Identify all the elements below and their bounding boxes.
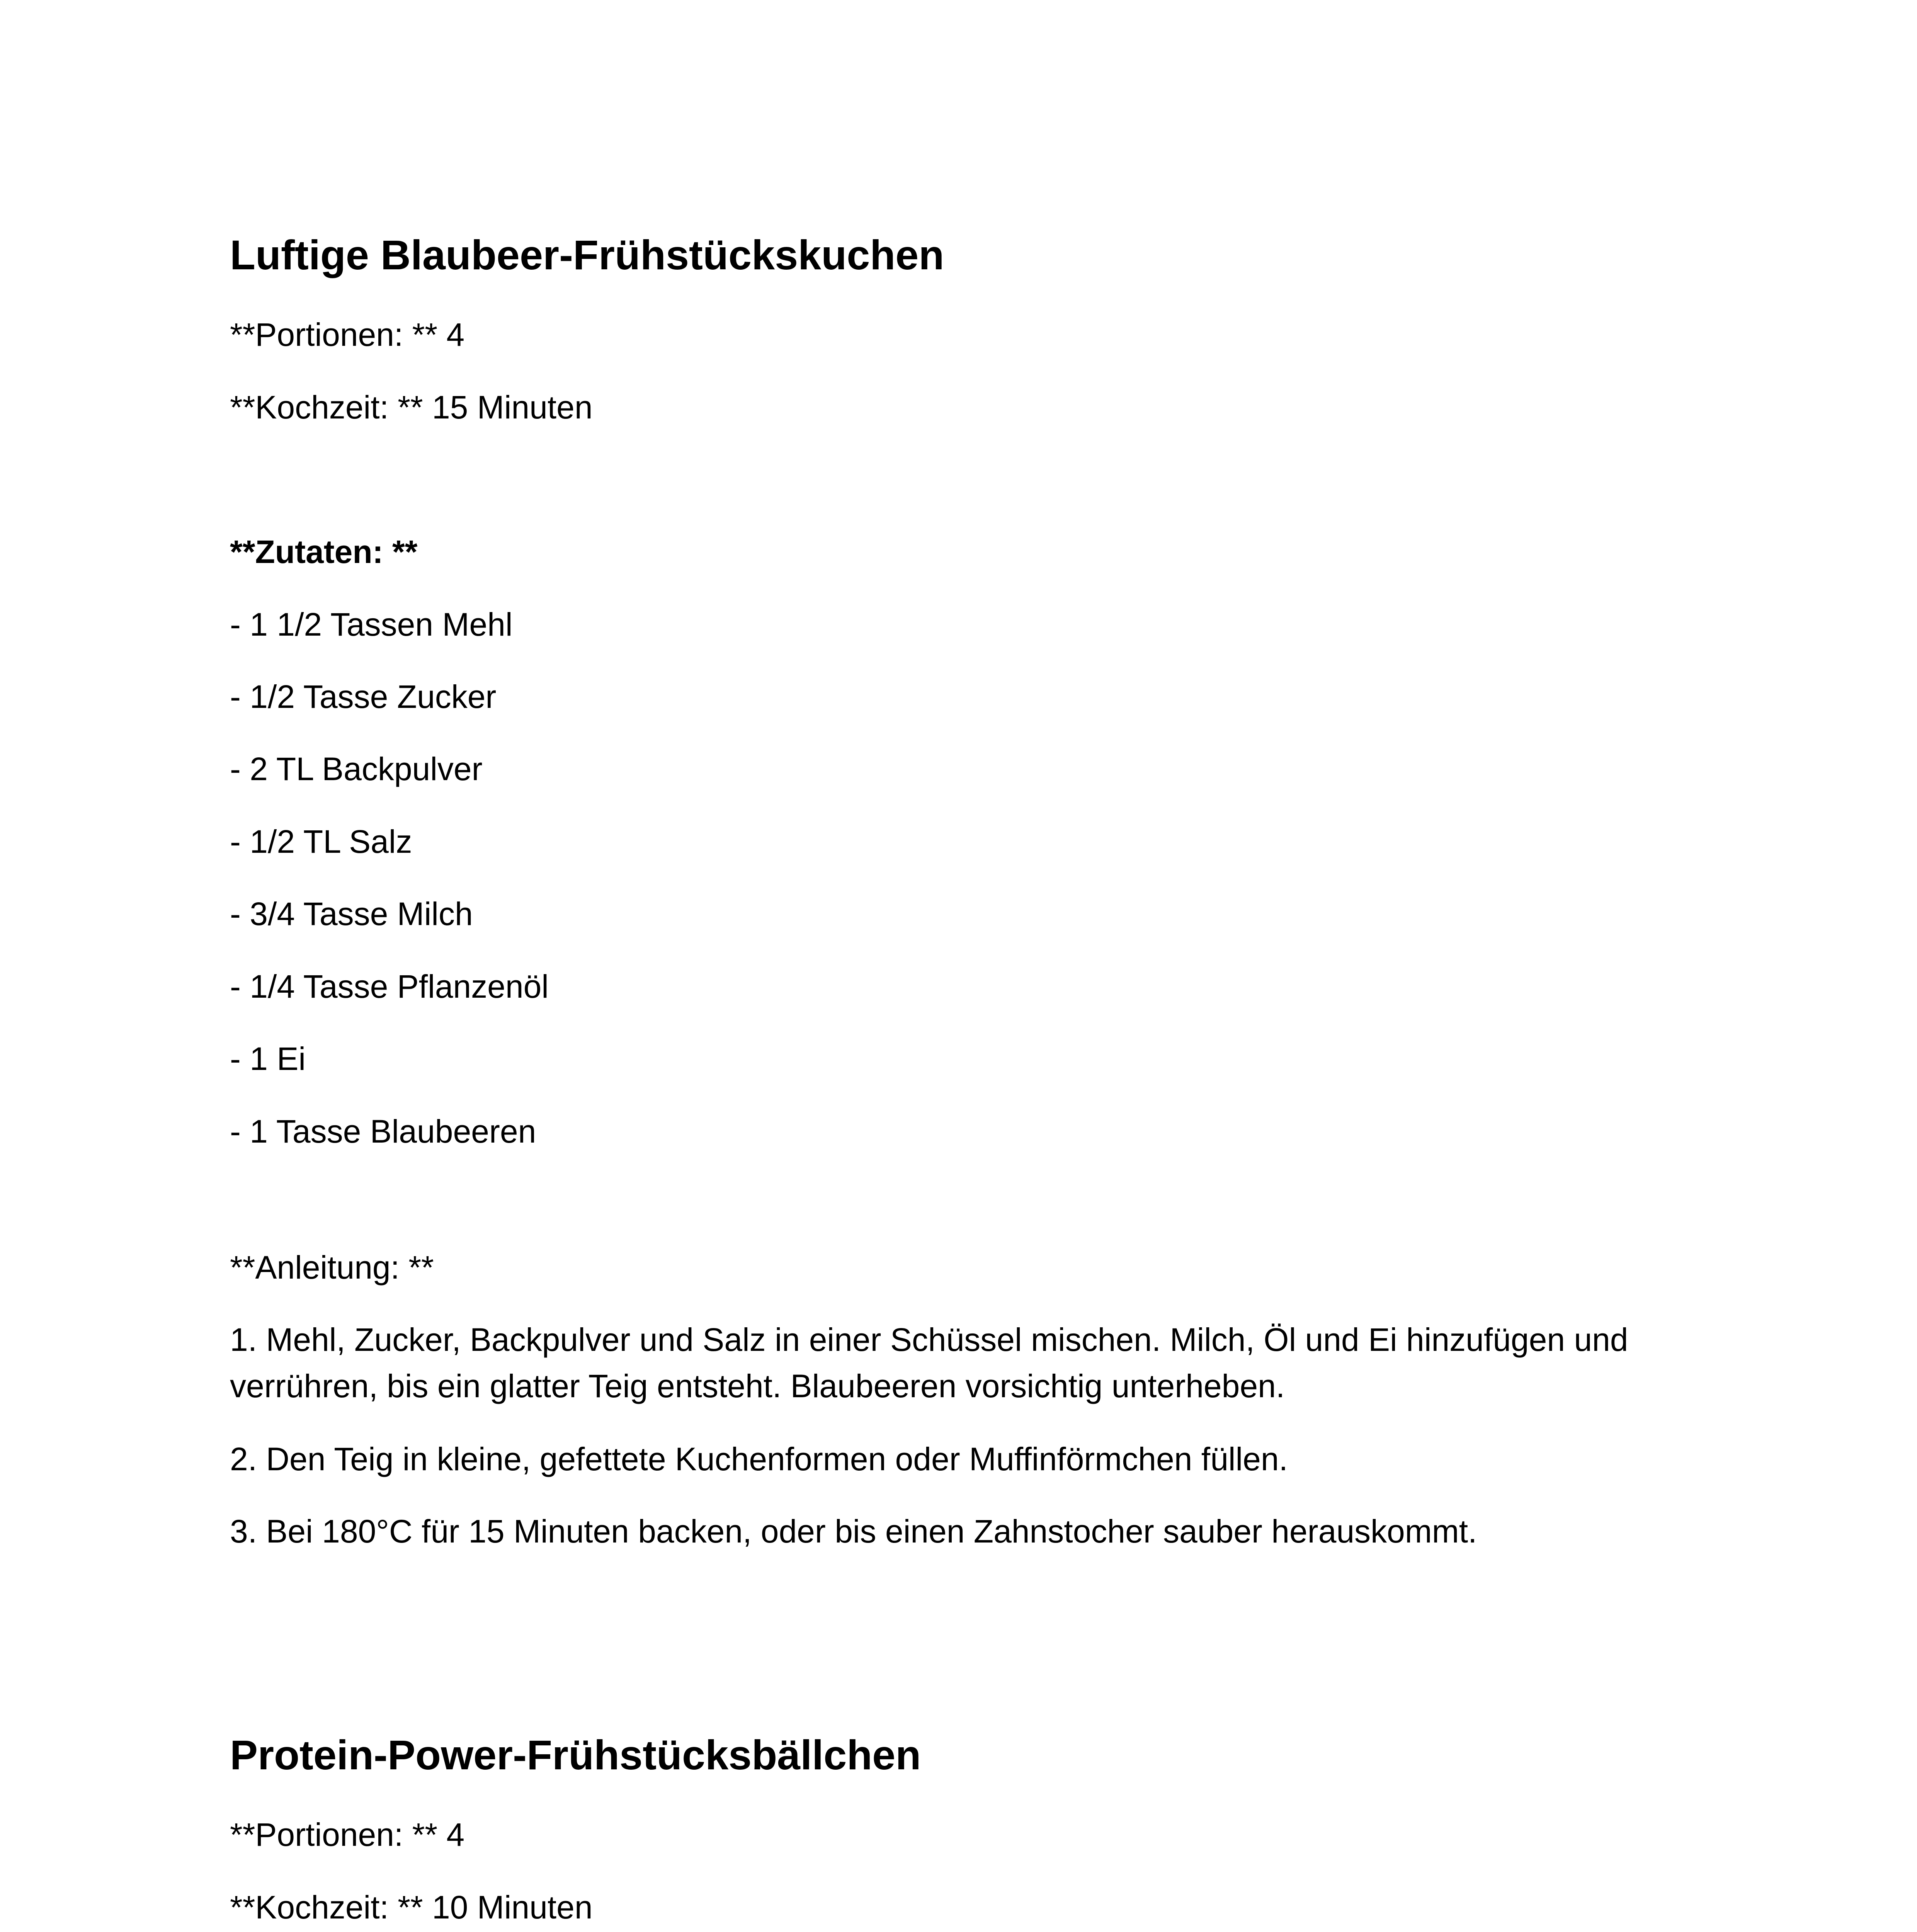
ingredient-item: - 1/2 TL Salz: [230, 823, 412, 860]
instruction-step: 2. Den Teig in kleine, gefettete Kuchenformen oder Muffinförmchen füllen.: [230, 1441, 1288, 1477]
ingredient-item: - 2 TL Backpulver: [230, 751, 483, 787]
ingredient-item: - 3/4 Tasse Milch: [230, 896, 473, 932]
instruction-step: 3. Bei 180°C für 15 Minuten backen, oder bis einen Zahnstocher sauber herauskommt.: [230, 1513, 1477, 1549]
recipe-portions: **Portionen: ** 4: [230, 316, 465, 353]
recipe-title: Protein-Power-Frühstücksbällchen: [230, 1731, 921, 1778]
instructions-heading: **Anleitung: **: [230, 1249, 434, 1286]
ingredients-heading: **Zutaten: **: [230, 534, 418, 570]
ingredient-item: - 1/4 Tasse Pflanzenöl: [230, 968, 549, 1005]
recipe-cooktime: **Kochzeit: ** 10 Minuten: [230, 1889, 593, 1925]
ingredient-item: - 1 1/2 Tassen Mehl: [230, 606, 513, 643]
ingredient-item: - 1/2 Tasse Zucker: [230, 679, 497, 715]
instruction-step: 1. Mehl, Zucker, Backpulver und Salz in einer Schüssel mischen. Milch, Öl und Ei hinzufügen und verrühren, bis ein glatter Teig entsteht. Blaubeeren vorsichtig unterheben.: [230, 1321, 1628, 1404]
recipe-portions: **Portionen: ** 4: [230, 1816, 465, 1853]
recipe-cooktime: **Kochzeit: ** 15 Minuten: [230, 389, 593, 425]
ingredient-item: - 1 Ei: [230, 1041, 306, 1077]
recipe-title: Luftige Blaubeer-Frühstückskuchen: [230, 231, 944, 278]
ingredient-item: - 1 Tasse Blaubeeren: [230, 1113, 536, 1150]
